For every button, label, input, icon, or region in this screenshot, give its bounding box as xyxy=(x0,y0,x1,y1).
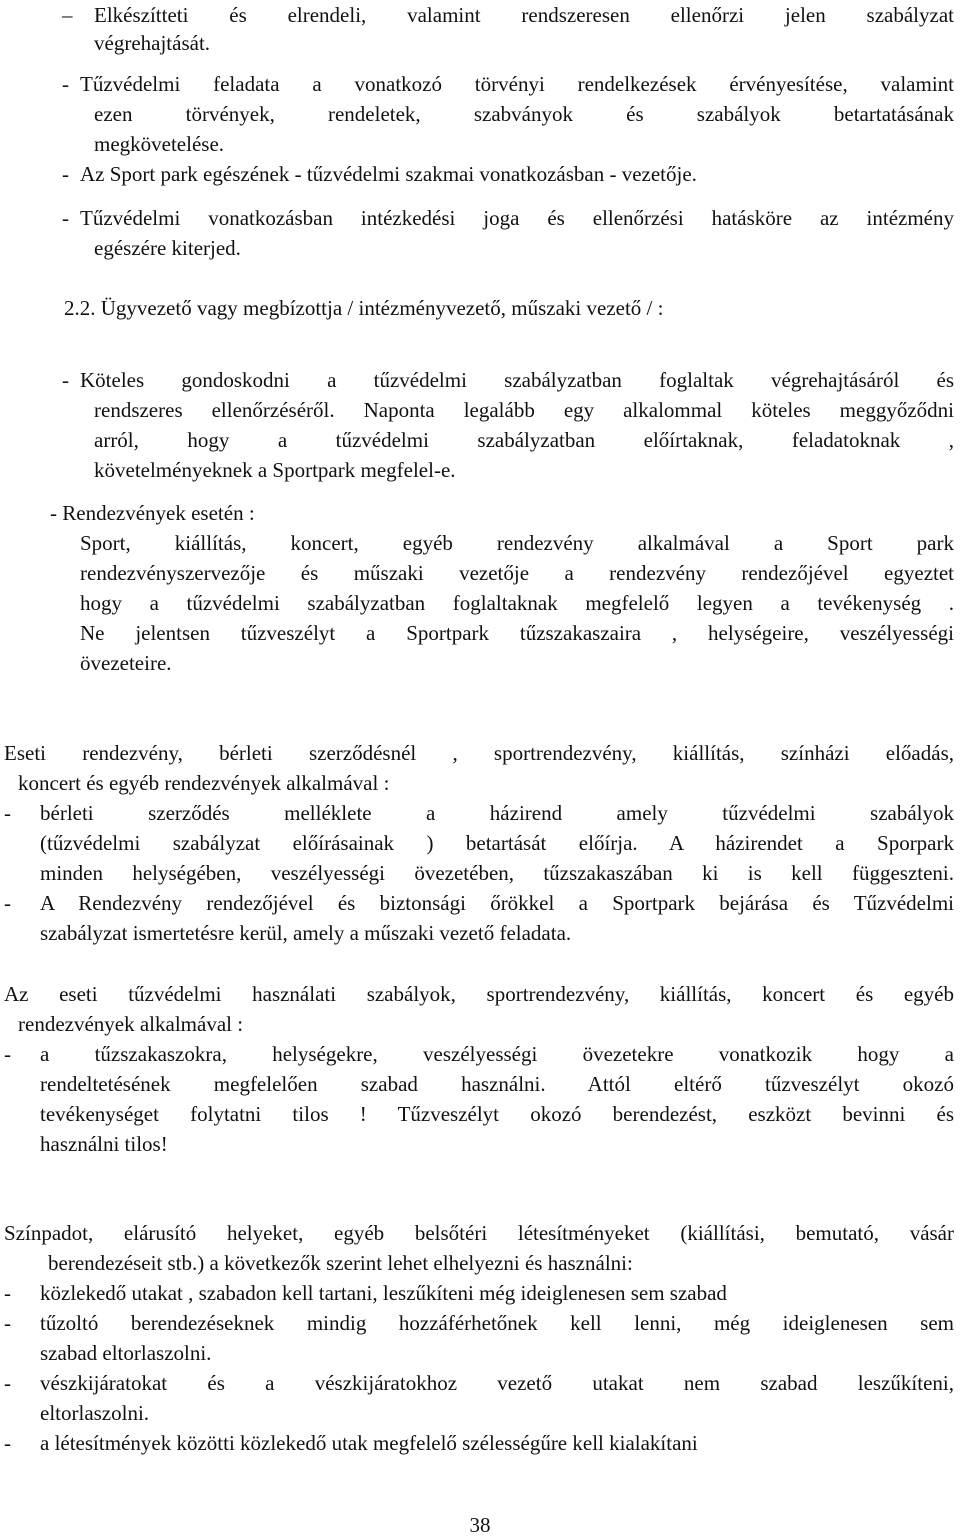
section-heading: 2.2. Ügyvezető vagy megbízottja / intézményvezető, műszaki vezető / : xyxy=(64,296,664,320)
page-number: 38 xyxy=(469,1513,491,1537)
list-item-line: minden helységében, veszélyességi övezetében, tűzszakaszában ki is kell függeszteni. xyxy=(40,861,954,885)
list-item-line: Az Sport park egészének - tűzvédelmi szakmai vonatkozásban - vezetője. xyxy=(80,162,697,186)
list-item-line: a tűzszakaszokra, helységekre, veszélyességi övezetekre vonatkozik hogy a xyxy=(40,1042,954,1066)
bullet-marker: – xyxy=(62,3,73,27)
list-item-line: tűzoltó berendezéseknek mindig hozzáférhetőnek kell lenni, még ideiglenesen sem xyxy=(40,1311,954,1335)
list-item-line: Tűzvédelmi feladata a vonatkozó törvényi rendelkezések érvényesítése, valamint xyxy=(80,72,954,96)
list-item-line: ezen törvények, rendeletek, szabványok és szabályok betartatásának xyxy=(94,102,954,126)
bullet-marker: - xyxy=(62,206,69,230)
bullet-marker: - xyxy=(4,1281,11,1305)
paragraph-intro: berendezéseit stb.) a következők szerint lehet elhelyezni és használni: xyxy=(48,1251,633,1275)
list-item-line: közlekedő utakat , szabadon kell tartani, leszűkíteni még ideiglenesen sem szabad xyxy=(40,1281,727,1305)
list-item-line: bérleti szerződés melléklete a házirend amely tűzvédelmi szabályok xyxy=(40,801,954,825)
list-item-line: rendeltetésének megfelelően szabad használni. Attól eltérő tűzveszélyt okozó xyxy=(40,1072,954,1096)
bullet-marker: - xyxy=(4,1042,11,1066)
list-item-line: megkövetelése. xyxy=(94,132,225,156)
list-item-line: Elkészítteti és elrendeli, valamint rendszeresen ellenőrzi jelen szabályzat xyxy=(94,3,954,27)
bullet-marker: - xyxy=(4,1371,11,1395)
bullet-marker: - xyxy=(4,1431,11,1455)
paragraph-intro: rendezvények alkalmával : xyxy=(18,1012,244,1036)
list-item-line: egészére kiterjed. xyxy=(94,236,241,260)
paragraph-intro: Eseti rendezvény, bérleti szerződésnél , sportrendezvény, kiállítás, színházi előadás, xyxy=(4,741,954,765)
paragraph-intro: koncert és egyéb rendezvények alkalmával : xyxy=(18,771,390,795)
paragraph-intro: Színpadot, elárusító helyeket, egyéb belsőtéri létesítményeket (kiállítási, bemutató, vásár xyxy=(4,1221,954,1245)
list-item-line: Tűzvédelmi vonatkozásban intézkedési joga és ellenőrzési hatásköre az intézmény xyxy=(80,206,954,230)
list-item-line: A Rendezvény rendezőjével és biztonsági őrökkel a Sportpark bejárása és Tűzvédelmi xyxy=(40,891,954,915)
list-item-line: követelményeknek a Sportpark megfelel-e. xyxy=(94,458,456,482)
list-item-line: használni tilos! xyxy=(40,1132,168,1156)
list-item-line: (tűzvédelmi szabályzat előírásainak ) betartását előírja. A házirendet a Sporpark xyxy=(40,831,954,855)
events-line: Sport, kiállítás, koncert, egyéb rendezvény alkalmával a Sport park xyxy=(80,531,954,555)
list-item-line: a létesítmények közötti közlekedő utak megfelelő szélességűre kell kialakítani xyxy=(40,1431,698,1455)
list-item-line: eltorlaszolni. xyxy=(40,1401,150,1425)
list-item-line: végrehajtását. xyxy=(94,31,211,55)
list-item-line: szabad eltorlaszolni. xyxy=(40,1341,212,1365)
list-item-line: szabályzat ismertetésre kerül, amely a műszaki vezető feladata. xyxy=(40,921,572,945)
list-item-line: Köteles gondoskodni a tűzvédelmi szabályzatban foglaltak végrehajtásáról és xyxy=(80,368,954,392)
bullet-marker: - xyxy=(4,801,11,825)
list-item-line: tevékenységet folytatni tilos ! Tűzveszélyt okozó berendezést, eszközt bevinni és xyxy=(40,1102,954,1126)
bullet-marker: - xyxy=(62,162,69,186)
bullet-marker: - xyxy=(62,72,69,96)
bullet-marker: - xyxy=(4,1311,11,1335)
events-line: Ne jelentsen tűzveszélyt a Sportpark tűzszakaszaira , helységeire, veszélyességi xyxy=(80,621,954,645)
events-line: övezeteire. xyxy=(80,651,172,675)
list-item-line: rendszeres ellenőrzéséről. Naponta legalább egy alkalommal köteles meggyőződni xyxy=(94,398,954,422)
events-line: hogy a tűzvédelmi szabályzatban foglaltaknak megfelelő legyen a tevékenység . xyxy=(80,591,954,615)
bullet-marker: - xyxy=(4,891,11,915)
list-item-line: arról, hogy a tűzvédelmi szabályzatban előírtaknak, feladatoknak , xyxy=(94,428,954,452)
list-item-line: vészkijáratokat és a vészkijáratokhoz vezető utakat nem szabad leszűkíteni, xyxy=(40,1371,954,1395)
bullet-marker: - xyxy=(62,368,69,392)
paragraph-intro: Az eseti tűzvédelmi használati szabályok, sportrendezvény, kiállítás, koncert és egyéb xyxy=(4,982,954,1006)
events-heading: - Rendezvények esetén : xyxy=(50,501,255,525)
events-line: rendezvényszervezője és műszaki vezetője a rendezvény rendezőjével egyeztet xyxy=(80,561,954,585)
